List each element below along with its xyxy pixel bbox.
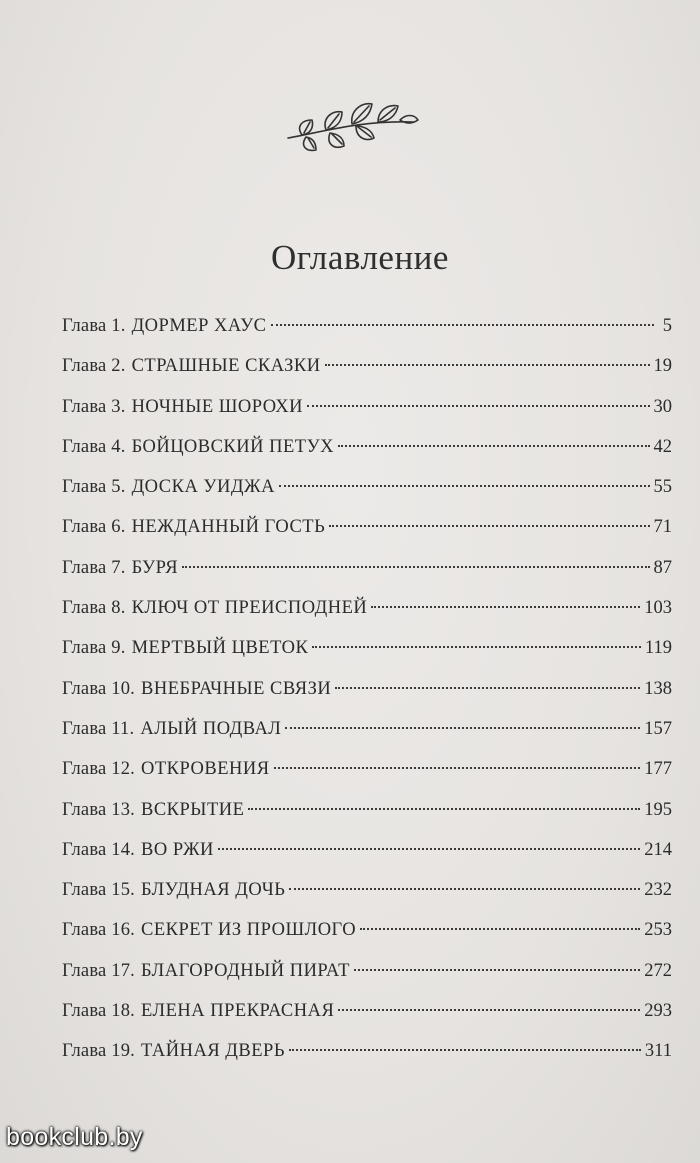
chapter-number: Глава 1. <box>62 316 126 336</box>
chapter-number: Глава 7. <box>62 557 126 578</box>
toc-entry-label <box>62 678 331 700</box>
dot-leader <box>279 485 650 487</box>
page-number: 157 <box>644 718 672 739</box>
chapter-title: ВО РЖИ <box>141 839 214 860</box>
page-number: 232 <box>644 880 672 901</box>
chapter-number: Глава 8. <box>62 598 126 619</box>
dot-leader <box>307 405 650 407</box>
chapter-number: Глава 15. <box>62 880 135 901</box>
leaf-branch-icon <box>282 80 422 160</box>
toc-entry <box>62 1000 672 1040</box>
dot-leader <box>248 808 640 810</box>
page-number: 103 <box>644 598 672 619</box>
page-number: 19 <box>653 356 672 377</box>
toc-entry <box>62 476 672 516</box>
toc-entry <box>62 396 672 436</box>
toc-entry <box>62 919 672 959</box>
toc-entry <box>62 839 672 879</box>
toc-entry <box>62 315 672 355</box>
chapter-number: Глава 18. <box>62 1001 135 1022</box>
dot-leader <box>274 767 641 769</box>
toc-entry <box>62 1040 672 1080</box>
toc-entry <box>62 678 672 718</box>
dot-leader <box>360 928 640 930</box>
dot-leader <box>371 606 640 608</box>
dot-leader <box>338 1009 640 1011</box>
page-number: 55 <box>653 477 672 498</box>
page-number: 30 <box>653 396 672 417</box>
dot-leader <box>338 445 649 447</box>
toc-entry-label <box>62 1000 334 1022</box>
page-number: 87 <box>653 557 672 578</box>
chapter-number: Глава 2. <box>62 356 126 377</box>
chapter-number: Глава 11. <box>62 718 135 739</box>
chapter-number: Глава 5. <box>62 477 126 498</box>
chapter-title: НЕЖДАННЫЙ ГОСТЬ <box>131 517 326 538</box>
dot-leader <box>335 687 640 689</box>
chapter-title: БУРЯ <box>131 557 179 578</box>
chapter-title: ОТКРОВЕНИЯ <box>141 759 270 780</box>
chapter-number: Глава 12. <box>62 759 135 780</box>
site-watermark: bookclub.by <box>6 1123 143 1151</box>
toc-entry-label <box>62 960 350 982</box>
chapter-title: ВНЕБРАЧНЫЕ СВЯЗИ <box>141 678 332 699</box>
toc-entry-label <box>62 839 214 861</box>
chapter-number: Глава 4. <box>62 436 126 457</box>
page-number: 272 <box>644 960 672 981</box>
toc-entry-label <box>62 396 303 418</box>
dot-leader <box>271 324 654 326</box>
toc-entry-label <box>62 516 325 538</box>
toc-entry-label <box>62 799 244 821</box>
chapter-number: Глава 17. <box>62 960 135 981</box>
toc-title: Оглавление <box>271 238 449 277</box>
toc-entry-label <box>62 476 275 498</box>
chapter-title: ВСКРЫТИЕ <box>141 799 245 820</box>
toc-entry-label <box>62 315 267 337</box>
toc-entry-label <box>62 919 356 941</box>
chapter-number: Глава 16. <box>62 920 135 941</box>
toc-entry <box>62 758 672 798</box>
dot-leader <box>329 525 649 527</box>
toc-entry-label <box>62 436 334 458</box>
page-number: 5 <box>662 316 672 336</box>
chapter-title: СЕКРЕТ ИЗ ПРОШЛОГО <box>141 920 357 941</box>
chapter-title: ДОСКА УИДЖА <box>131 477 275 498</box>
toc-entry <box>62 355 672 395</box>
toc-entry-label <box>62 758 270 780</box>
page-number: 71 <box>653 517 672 538</box>
toc-entry-label <box>62 637 308 659</box>
toc-entry-label <box>62 557 178 579</box>
toc-entry-label <box>62 597 367 619</box>
table-of-contents <box>62 315 672 1081</box>
chapter-title: МЕРТВЫЙ ЦВЕТОК <box>131 638 309 659</box>
toc-entry <box>62 637 672 677</box>
page-number: 195 <box>644 799 672 820</box>
page-number: 138 <box>644 678 672 699</box>
chapter-title: ТАЙНАЯ ДВЕРЬ <box>141 1041 285 1062</box>
toc-entry <box>62 879 672 919</box>
toc-entry <box>62 960 672 1000</box>
toc-entry-label <box>62 879 285 901</box>
chapter-title: БЛУДНАЯ ДОЧЬ <box>141 880 286 901</box>
toc-entry <box>62 516 672 556</box>
toc-entry <box>62 718 672 758</box>
chapter-title: КЛЮЧ ОТ ПРЕИСПОДНЕЙ <box>131 598 368 619</box>
toc-entry-label <box>62 355 321 377</box>
page-number: 119 <box>644 638 672 659</box>
toc-entry <box>62 436 672 476</box>
chapter-title: БЛАГОРОДНЫЙ ПИРАТ <box>141 960 350 981</box>
dot-leader <box>289 888 640 890</box>
chapter-title: АЛЫЙ ПОДВАЛ <box>140 718 282 739</box>
dot-leader <box>312 646 641 648</box>
dot-leader <box>285 727 640 729</box>
toc-entry-label <box>62 718 281 740</box>
toc-entry-label <box>62 1040 285 1062</box>
dot-leader <box>218 848 640 850</box>
chapter-number: Глава 13. <box>62 799 135 820</box>
dot-leader <box>325 364 650 366</box>
page-number: 177 <box>644 759 672 780</box>
toc-entry <box>62 799 672 839</box>
toc-entry <box>62 597 672 637</box>
page-number: 293 <box>644 1001 672 1022</box>
chapter-number: Глава 3. <box>62 396 126 417</box>
dot-leader <box>289 1049 641 1051</box>
page-number: 253 <box>644 920 672 941</box>
chapter-number: Глава 6. <box>62 517 126 538</box>
chapter-title: СТРАШНЫЕ СКАЗКИ <box>131 356 321 377</box>
toc-entry <box>62 557 672 597</box>
chapter-title: НОЧНЫЕ ШОРОХИ <box>131 396 303 417</box>
dot-leader <box>182 566 649 568</box>
chapter-number: Глава 19. <box>62 1041 135 1062</box>
chapter-title: ДОРМЕР ХАУС <box>131 316 267 336</box>
chapter-title: ЕЛЕНА ПРЕКРАСНАЯ <box>141 1001 335 1022</box>
page-number: 214 <box>644 839 672 860</box>
chapter-number: Глава 10. <box>62 678 135 699</box>
dot-leader <box>354 969 640 971</box>
chapter-number: Глава 9. <box>62 638 126 659</box>
page-number: 311 <box>644 1041 672 1062</box>
chapter-title: БОЙЦОВСКИЙ ПЕТУХ <box>131 436 335 457</box>
chapter-number: Глава 14. <box>62 839 135 860</box>
page-number: 42 <box>653 436 672 457</box>
